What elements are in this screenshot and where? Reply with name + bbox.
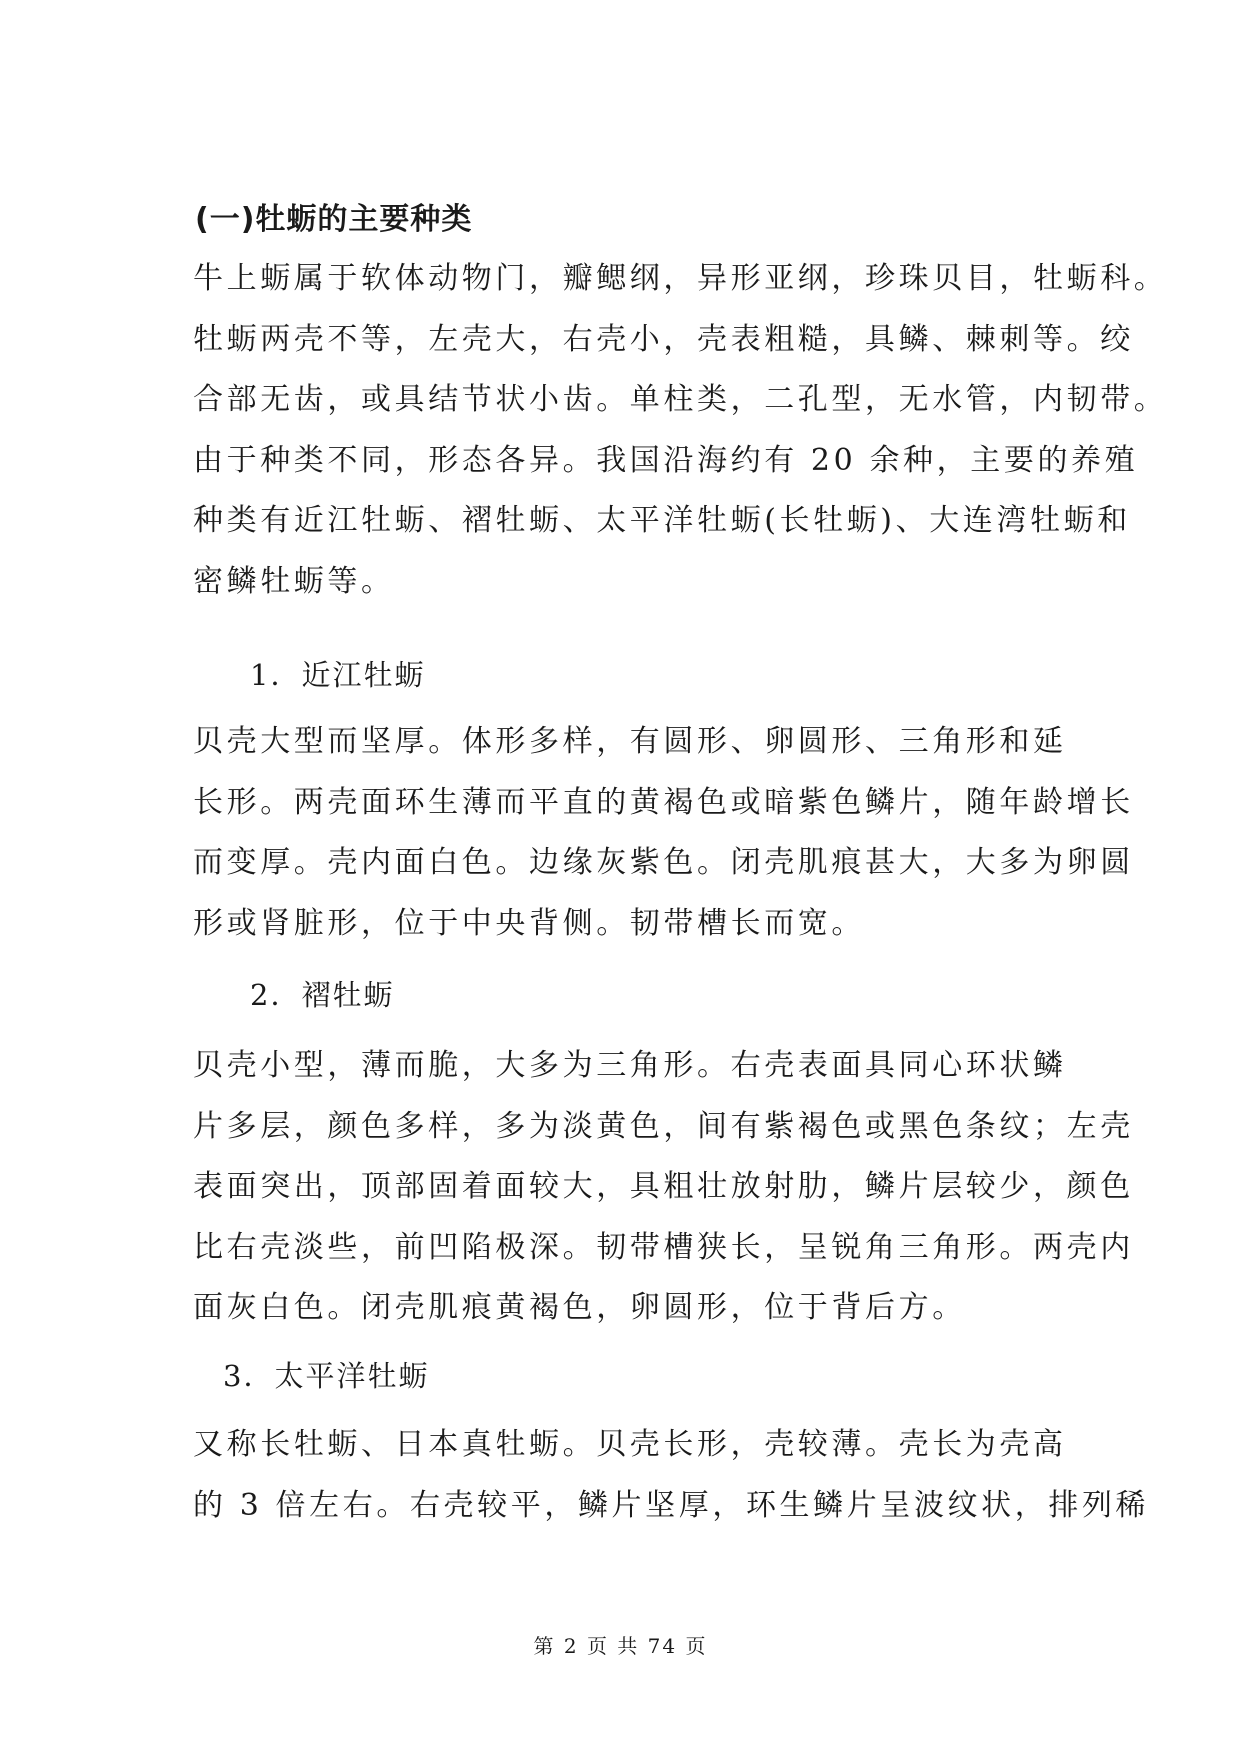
text-line: 的 3 倍左右。右壳较平，鳞片坚厚，环生鳞片呈波纹状，排列稀	[193, 1487, 1150, 1523]
text-line: 面灰白色。闭壳肌痕黄褐色，卵圆形，位于背后方。	[193, 1290, 966, 1325]
text-line: 贝壳小型，薄而脆，大多为三角形。右壳表面具同心环状鳞	[193, 1048, 1067, 1083]
subsection-heading: 3．太平洋牡蛎	[223, 1359, 430, 1393]
text-line: 长形。两壳面环生薄而平直的黄褐色或暗紫色鳞片，随年龄增长	[193, 784, 1134, 820]
text-line: 表面突出，顶部固着面较大，具粗壮放射肋，鳞片层较少，颜色	[193, 1169, 1134, 1204]
text-line: 牛上蛎属于软体动物门，瓣鳃纲，异形亚纲，珍珠贝目，牡蛎科。	[193, 261, 1168, 296]
intro-paragraph	[193, 249, 1168, 612]
text-line: 又称长牡蛎、日本真牡蛎。贝壳长形，壳较薄。壳长为壳高	[193, 1427, 1067, 1462]
species-paragraph	[193, 712, 1134, 954]
text-line: 种类有近江牡蛎、褶牡蛎、太平洋牡蛎(长牡蛎)、大连湾牡蛎和	[193, 503, 1131, 538]
text-line: 合部无齿，或具结节状小齿。单柱类，二孔型，无水管，内韧带。	[193, 382, 1168, 417]
text-line: 贝壳大型而坚厚。体形多样，有圆形、卵圆形、三角形和延	[193, 724, 1067, 759]
page-footer: 第 2 页 共 74 页	[533, 1634, 708, 1658]
text-line: 由于种类不同，形态各异。我国沿海约有 20 余种，主要的养殖	[193, 442, 1139, 478]
text-line: 密鳞牡蛎等。	[193, 563, 395, 599]
text-line: 而变厚。壳内面白色。边缘灰紫色。闭壳肌痕甚大，大多为卵圆	[193, 845, 1134, 880]
text-line: 形或肾脏形，位于中央背侧。韧带槽长而宽。	[193, 905, 865, 941]
text-line: 牡蛎两壳不等，左壳大，右壳小，壳表粗糙，具鳞、棘刺等。绞	[193, 321, 1134, 357]
species-paragraph	[193, 1415, 1150, 1536]
text-line: 片多层，颜色多样，多为淡黄色，间有紫褐色或黑色条纹；左壳	[193, 1108, 1134, 1144]
species-paragraph	[193, 1036, 1134, 1339]
text-line: 比右壳淡些，前凹陷极深。韧带槽狭长，呈锐角三角形。两壳内	[193, 1229, 1134, 1265]
section-title: (一)牡蛎的主要种类	[195, 202, 473, 237]
subsection-heading: 1．近江牡蛎	[250, 658, 426, 692]
subsection-heading: 2．褶牡蛎	[250, 978, 395, 1012]
